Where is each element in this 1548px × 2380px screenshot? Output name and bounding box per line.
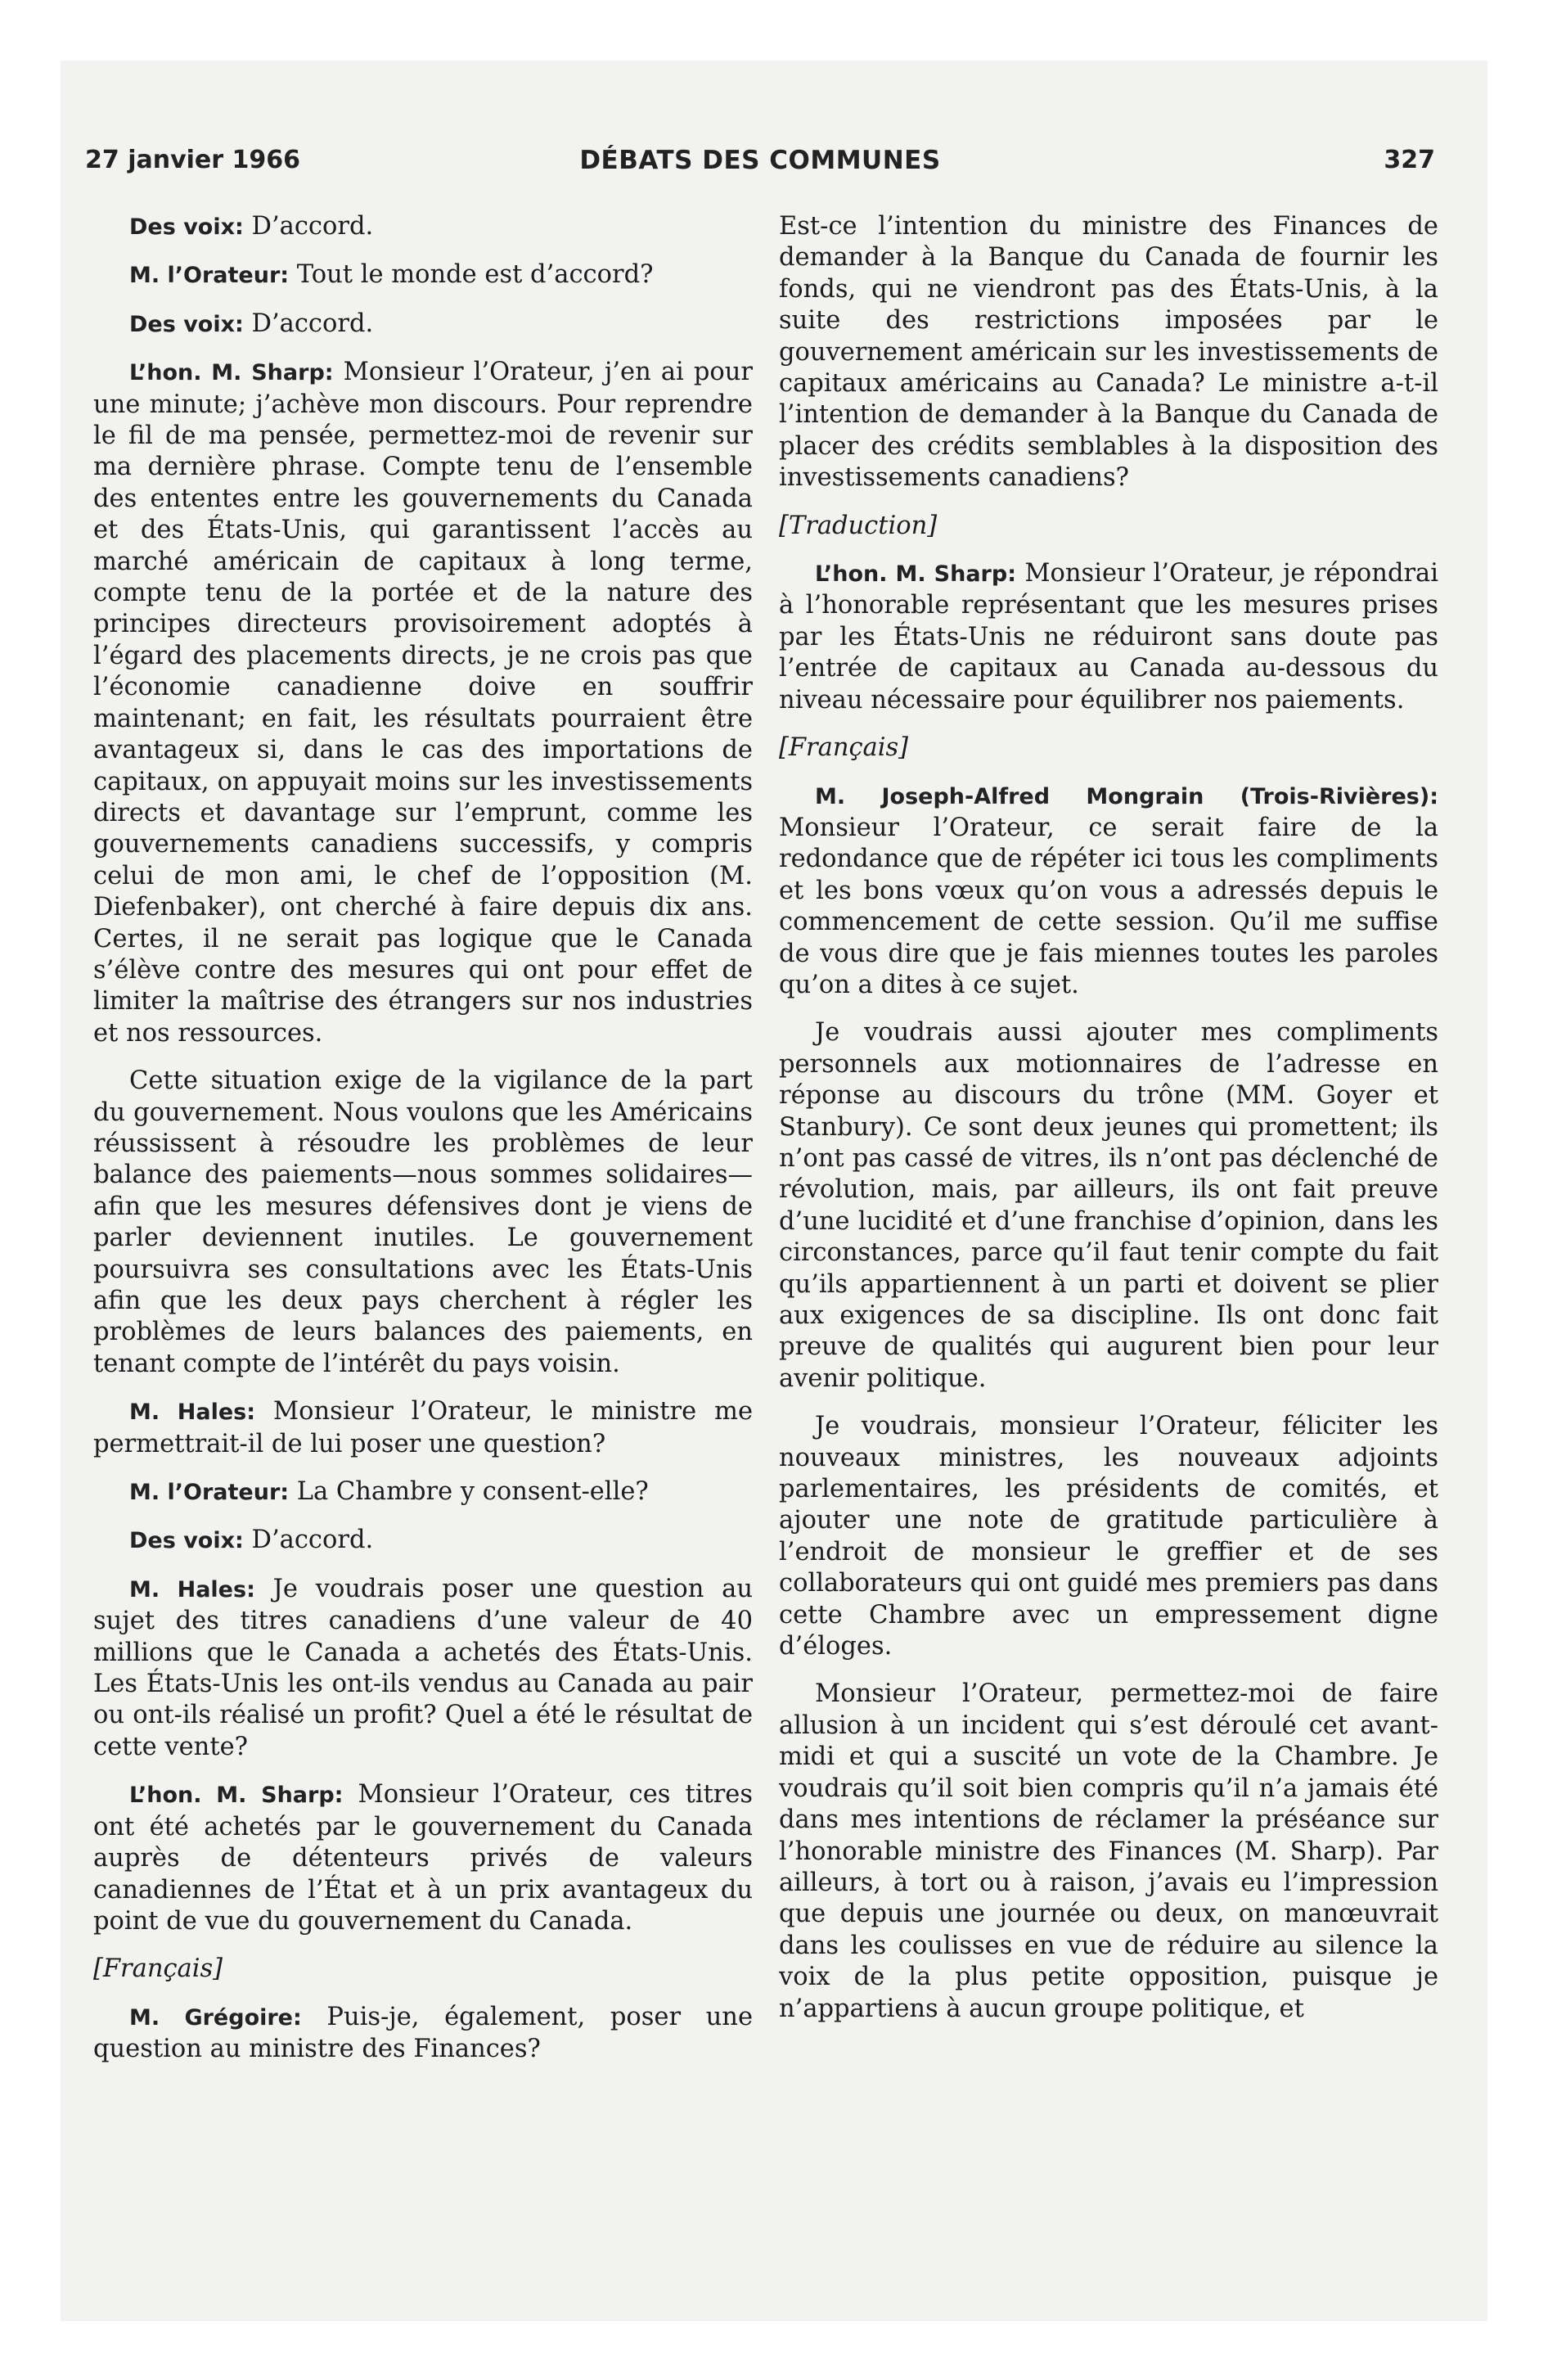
language-tag (779, 511, 1438, 542)
speech-text: Puis-je, également, poser une question au ministre des Finances? (93, 2002, 753, 2064)
language-tag-text: [Français] (779, 733, 909, 763)
speaker-name: L’hon. M. Sharp: (129, 360, 334, 386)
speaker-name: M. Grégoire: (129, 2004, 302, 2031)
speech-paragraph (93, 309, 753, 340)
speech-paragraph (93, 1574, 753, 1763)
page-header (85, 146, 1435, 187)
speech-paragraph (93, 2002, 753, 2066)
paragraph (779, 211, 1438, 494)
paragraph (779, 1017, 1438, 1395)
speech-text: Monsieur l’Orateur, ces titres ont été achetés par le gouvernement du Canada auprès de détenteurs privés de valeurs canadiennes de l’État et à un prix avantageux du point de vue du gouvernement du Canada. (93, 1780, 753, 1936)
speech-text: Est-ce l’intention du ministre des Finances de demander à la Banque du Canada de fournir les fonds, qui ne viendront pas des États-Unis, à la suite des restrictions imposées par le gouvernement américain sur les investissements de capitaux américains au Canada? Le ministre a-t-il l’intention de demander à la Banque du Canada de placer des crédits semblables à la disposition des investissements canadiens? (779, 212, 1438, 493)
language-tag (779, 732, 1438, 764)
speech-text: Monsieur l’Orateur, ce serait faire de la redondance que de répéter ici tous les compliments et les bons vœux qu’on vous a adressés depuis le commencement de cette session. Qu’il me suffise de vous dire que je fais miennes toutes les paroles qu’on a dites à ce sujet. (779, 813, 1438, 999)
speech-text: Monsieur l’Orateur, permettez-moi de faire allusion à un incident qui s’est déroulé cet avant-midi et qui a suscité un vote de la Chambre. Je voudrais qu’il soit bien compris qu’il n’a jamais été dans mes intentions de réclamer la préséance sur l’honorable ministre des Finances (M. Sharp). Par ailleurs, à tort ou à raison, j’avais eu l’impression que depuis une journée ou deux, on manœuvrait dans les coulisses en vue de réduire au silence la voix de la plus petite opposition, puisque je n’appartiens à aucun groupe politique, et (779, 1679, 1438, 2023)
speech-paragraph (779, 558, 1438, 716)
speaker-name: L’hon. M. Sharp: (815, 561, 1016, 588)
paragraph (779, 1679, 1438, 2024)
speaker-name: L’hon. M. Sharp: (129, 1783, 344, 1809)
speaker-name: Des voix: (129, 214, 244, 240)
header-title: DÉBATS DES COMMUNES (579, 146, 941, 175)
speaker-name: M. Joseph-Alfred Mongrain (Trois-Rivières): (815, 783, 1438, 809)
speaker-name: M. Hales: (129, 1400, 256, 1426)
speech-text: Cette situation exige de la vigilance de la part du gouvernement. Nous voulons que les Américains réussissent à résoudre les problèmes de leur balance des paiements—nous sommes solidaires—afin que les mesures défensives dont je viens de parler deviennent inutiles. Le gouvernement poursuivra ses consultations avec les États-Unis afin que les deux pays cherchent à régler les problèmes de leurs balances des paiements, en tenant compte de l’intérêt du pays voisin. (93, 1066, 753, 1378)
paragraph (93, 1066, 753, 1380)
speech-paragraph (93, 211, 753, 243)
header-date: 27 janvier 1966 (85, 146, 300, 174)
speech-text: Tout le monde est d’accord? (289, 260, 654, 290)
speech-paragraph (93, 1525, 753, 1557)
speech-text: Je voudrais poser une question au sujet des titres canadiens d’une valeur de 40 millions que le Canada a achetés des États-Unis. Les États-Unis les ont-ils vendus au Canada au pair ou ont-ils réalisé un profit? Quel a été le résultat de cette vente? (93, 1574, 753, 1761)
speech-text: Monsieur l’Orateur, le ministre me permettrait-il de lui poser une question? (93, 1397, 754, 1458)
speech-text: Monsieur l’Orateur, je répondrai à l’honorable représentant que les mesures prises par les États-Unis ne réduiront sans doute pas l’entrée de capitaux au Canada au-dessous du niveau nécessaire pour équilibrer nos paiements. (779, 559, 1438, 714)
speaker-name: Des voix: (129, 1528, 244, 1554)
speaker-name: M. Hales: (129, 1576, 255, 1602)
speech-text: Je voudrais aussi ajouter mes compliments personnels aux motionnaires de l’adresse en réponse au discours du trône (MM. Goyer et Stanbury). Ce sont deux jeunes qui promettent; ils n’ont pas cassé de vitres, ils n’ont pas déclenché de révolution, mais, par ailleurs, ils ont fait preuve d’une lucidité et d’une franchise d’opinion, dans les circonstances, parce qu’il faut tenir compte du fait qu’ils appartiennent à un parti et doivent se plier aux exigences de sa discipline. Ils ont donc fait preuve de qualités qui augurent bien pour leur avenir politique. (779, 1018, 1438, 1393)
speaker-name: Des voix: (129, 311, 244, 337)
speech-text: D’accord. (243, 212, 374, 241)
speech-paragraph (93, 259, 753, 291)
language-tag-text: [Français] (93, 1954, 223, 1984)
left-column (93, 211, 753, 2082)
speech-paragraph (93, 357, 753, 1049)
speech-text: La Chambre y consent-elle? (289, 1477, 649, 1507)
speech-text: Monsieur l’Orateur, j’en ai pour une minute; j’achève mon discours. Pour reprendre le fil de ma pensée, permettez-moi de revenir sur ma dernière phrase. Compte tenu de l’ensemble des ententes entre les gouvernements du Canada et des États-Unis, qui garantissent l’accès au marché américain de capitaux à long terme, compte tenu de la portée et de la nature des principes directeurs provisoirement adoptés à l’égard des placements directs, je ne crois pas que l’économie canadienne doive en souffrir maintenant; en fait, les résultats pourraient être avantageux si, dans le cas des importations de capitaux, on appuyait moins sur les investissements directs et davantage sur l’emprunt, comme les gouvernements canadiens successifs, y compris celui de mon ami, le chef de l’opposition (M. Diefenbaker), ont cherché à faire depuis dix ans. Certes, il ne serait pas logique que le Canada s’élève contre des mesures qui ont pour effet de limiter la maîtrise des étrangers sur nos industries et nos ressources. (93, 358, 753, 1048)
speech-paragraph (93, 1779, 753, 1937)
speech-paragraph (93, 1476, 753, 1508)
speech-text: D’accord. (243, 309, 374, 338)
right-column (779, 211, 1438, 2041)
speaker-name: M. l’Orateur: (129, 263, 290, 289)
speech-text: Je voudrais, monsieur l’Orateur, féliciter les nouveaux ministres, les nouveaux adjoints parlementaires, les présidents de comités, et ajouter une note de gratitude particulière à l’endroit de monsieur le greffier et de ses collaborateurs qui ont guidé mes premiers pas dans cette Chambre avec un empressement digne d’éloges. (779, 1412, 1438, 1661)
paragraph (779, 1411, 1438, 1662)
speaker-name: M. l’Orateur: (129, 1480, 290, 1506)
language-tag-text: [Traduction] (779, 511, 938, 540)
speech-paragraph (93, 1396, 753, 1460)
page-number: 327 (1384, 146, 1435, 174)
language-tag (93, 1954, 753, 1985)
speech-paragraph (779, 781, 1438, 1002)
speech-text: D’accord. (243, 1526, 374, 1555)
